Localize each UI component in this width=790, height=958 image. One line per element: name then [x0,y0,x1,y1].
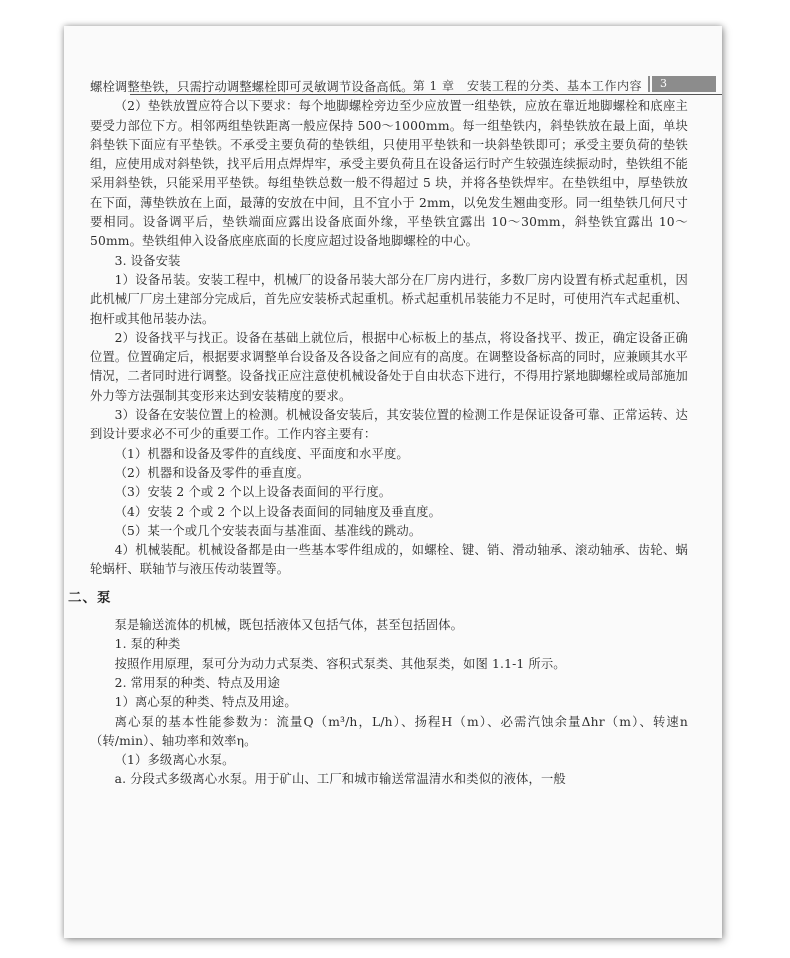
list-item: （1）机器和设备及零件的直线度、平面度和水平度。 [114,446,409,461]
paragraph: 2）设备找平与找正。设备在基础上就位后，根据中心标板上的基点，将设备找平、拨正，确定设备正确位置。位置确定后，根据要求调整单台设备及各设备之间应有的高度。在调整设备标高的同时，应兼顾其水平情况，二者同时进行调整。设备找正应注意使机械设备处于自由状态下进行，不得用拧紧地脚螺栓或局部施加外力等方法强制其变形来达到安装精度的要求。 [90,330,688,403]
subheading: 3. 设备安装 [114,253,181,268]
paragraph: 离心泵的基本性能参数为：流量Q（m³/h，L/h）、扬程H（m）、必需汽蚀余量Δhr（m）、转速n（转/min）、轴功率和效率η。 [90,714,688,748]
section-title: 二、泵 [68,589,112,606]
paragraph: 按照作用原理，泵可分为动力式泵类、容积式泵类、其他泵类，如图 1.1-1 所示。 [114,656,566,671]
paragraph: 泵是输送流体的机械，既包括液体又包括气体，甚至包括固体。 [114,618,464,633]
list-item: （1）多级离心水泵。 [114,753,235,768]
paragraph: 螺栓调整垫铁，只需拧动调整螺栓即可灵敏调节设备高低。 [90,80,414,94]
paragraph: 1）设备吊装。安装工程中，机械厂的设备吊装大部分在厂房内进行，多数厂房内设置有桥式起重机，因此机械厂厂房土建部分完成后，首先应安装桥式起重机。桥式起重机吊装能力不足时，可使用汽车式起重机、抱杆或其他吊装办法。 [90,272,688,326]
body-text [68,78,688,790]
list-item: （3）安装 2 个或 2 个以上设备表面间的平行度。 [114,485,392,500]
list-item: （4）安装 2 个或 2 个以上设备表面间的同轴度及垂直度。 [114,504,442,519]
list-item: （2）机器和设备及零件的垂直度。 [114,465,310,480]
paragraph: （2）垫铁放置应符合以下要求：每个地脚螺栓旁边至少应放置一组垫铁，应放在靠近地脚螺栓和底座主要受力部位下方。相邻两组垫铁距离一般应保持 500～1000mm。每一组垫铁内，斜垫铁放在最上面，单块斜垫铁下面应有平垫铁。不承受主要负荷的垫铁组，只使用平垫铁和一块斜垫铁即可；承受主要负荷的垫铁组，应使用成对斜垫铁，找平后用点焊焊牢，承受主要负荷且在设备运行时产生较强连续振动时，垫铁组不能采用斜垫铁，只能采用平垫铁。每组垫铁总数一般不得超过 5 块，并将各垫铁焊牢。在垫铁组中，厚垫铁放在下面，薄垫铁放在上面，最薄的安放在中间，且不宜小于 2mm，以免发生翘曲变形。同一组垫铁几何尺寸要相同。设备调平后，垫铁端面应露出设备底面外缘，平垫铁宜露出 10～30mm，斜垫铁宜露出 10～50mm。垫铁组伸入设备底座底面的长度应超过设备地脚螺栓的中心。 [90,99,688,249]
paragraph: 3）设备在安装位置上的检测。机械设备安装后，其安装位置的检测工作是保证设备可靠、正常运转、达到设计要求必不可少的重要工作。工作内容主要有： [90,408,688,442]
page-number: 3 [652,76,716,92]
chapter-title: 第 1 章 安装工程的分类、基本工作内容 [412,79,642,93]
list-item: （5）某一个或几个安装表面与基准面、基准线的跳动。 [114,523,422,538]
paragraph: a. 分段式多级离心水泵。用于矿山、工厂和城市输送常温清水和类似的液体，一般 [114,772,566,787]
paragraph: 1）离心泵的种类、特点及用途。 [114,695,297,710]
subheading: 1. 泵的种类 [114,637,181,652]
subheading: 2. 常用泵的种类、特点及用途 [114,675,281,690]
paragraph: 4）机械装配。机械设备都是由一些基本零件组成的，如螺栓、键、销、滑动轴承、滚动轴承、齿轮、蜗轮蜗杆、联轴节与液压传动装置等。 [90,543,688,577]
